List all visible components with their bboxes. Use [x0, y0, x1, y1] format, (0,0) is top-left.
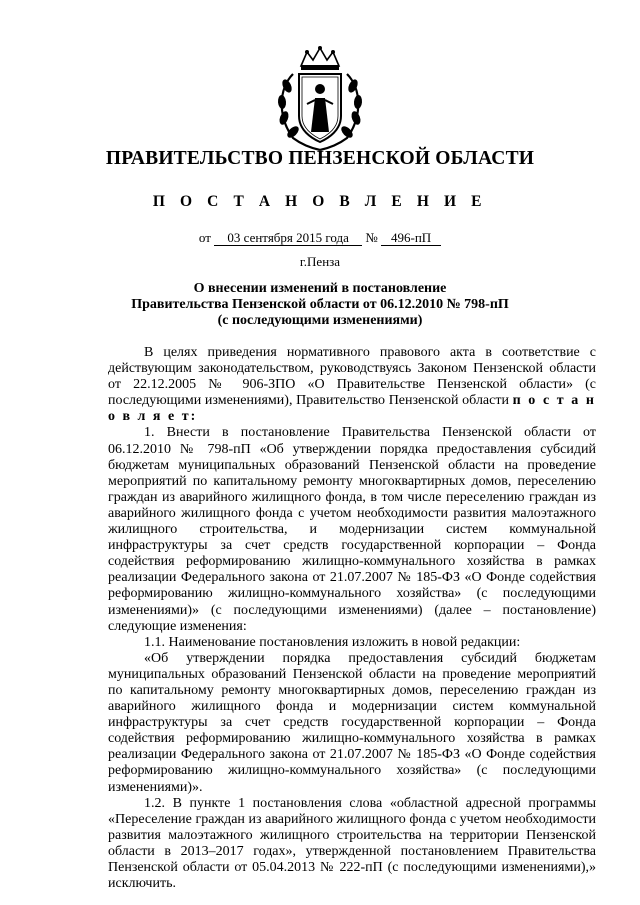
preamble-text: В целях приведения нормативного правового акта в соответствие с действующим законодательством, руководствуясь Законом Пензенской области от 22.12.2005 № 906-ЗПО «О Правительстве Пензенской области» (с последующими изменениями), Правительство Пензенской области [108, 345, 596, 409]
paragraph-preamble [108, 345, 596, 425]
resolves-word: п о с т а н о в л я е т: [108, 393, 596, 425]
paragraph-1-1: 1.1. Наименование постановления изложить в новой редакции: [144, 634, 521, 650]
city: г.Пенза [299, 254, 341, 269]
title-line-1: О внесении изменений в постановление [193, 281, 447, 296]
org-title: ПРАВИТЕЛЬСТВО ПЕНЗЕНСКОЙ ОБЛАСТИ [105, 148, 535, 169]
paragraph-1: 1. Внести в постановление Правительства Пензенской области от 06.12.2010 № 798-пП «Об утверждении порядка предоставления субсидий бюджетам муниципальных образований Пензенской области на проведение мероприятий по капитальному ремонту многоквартирных домов, переселению граждан из аварийного жилищного фонда, в том числе переселению граждан из аварийного жилищного фонда с учетом необходимости развития малоэтажного жилищного строительства, и модернизации систем коммунальной инфраструктуры за счет средств государственной корпорации – Фонда содействия реформированию жилищно-коммунального хозяйства в рамках реализации Федерального закона от 21.07.2007 № 185-ФЗ «О Фонде содействия реформированию жилищно-коммунального хозяйства» (с последующими изменениями)» (с последующими изменениями) (далее – постановление) следующие изменения: [108, 425, 596, 634]
paragraph-1-1-quote: «Об утверждении порядка предоставления субсидий бюджетам муниципальных образований Пензенской области на проведение мероприятий по капитальному ремонту многоквартирных домов, переселению граждан из аварийного жилищного фонда и модернизации систем коммунальной инфраструктуры за счет средств государственной корпорации – Фонда содействия реформированию жилищно-коммунального хозяйства в рамках реализации Федерального закона от 21.07.2007 № 185-ФЗ «О Фонде содействия реформированию жилищно-коммунального хозяйства» (с последующими изменениями)». [108, 650, 596, 795]
paragraph-1-2: 1.2. В пункте 1 постановления слова «областной адресной программы «Переселение граждан из аварийного жилищного фонда с учетом необходимости развития малоэтажного жилищного строительства на территории Пензенской области в 2013–2017 годах», утвержденной постановлением Правительства Пензенской области от 05.04.2013 № 222-пП (с последующими изменениями),» исключить. [108, 795, 596, 892]
title-line-3: (с последующими изменениями) [217, 313, 423, 328]
document-body [108, 345, 596, 892]
date-number-line [0, 230, 640, 246]
title-line-2: Правительства Пензенской области от 06.12.2010 № 798-пП [131, 297, 509, 312]
number-value: 496-пП [381, 231, 441, 246]
document-title [0, 281, 640, 329]
date-prefix: от [198, 230, 211, 245]
doc-type: П О С Т А Н О В Л Е Н И Е [152, 193, 488, 210]
number-prefix: № [365, 230, 378, 245]
date-value: 03 сентября 2015 года [214, 231, 362, 246]
coat-of-arms-emblem [271, 44, 369, 152]
